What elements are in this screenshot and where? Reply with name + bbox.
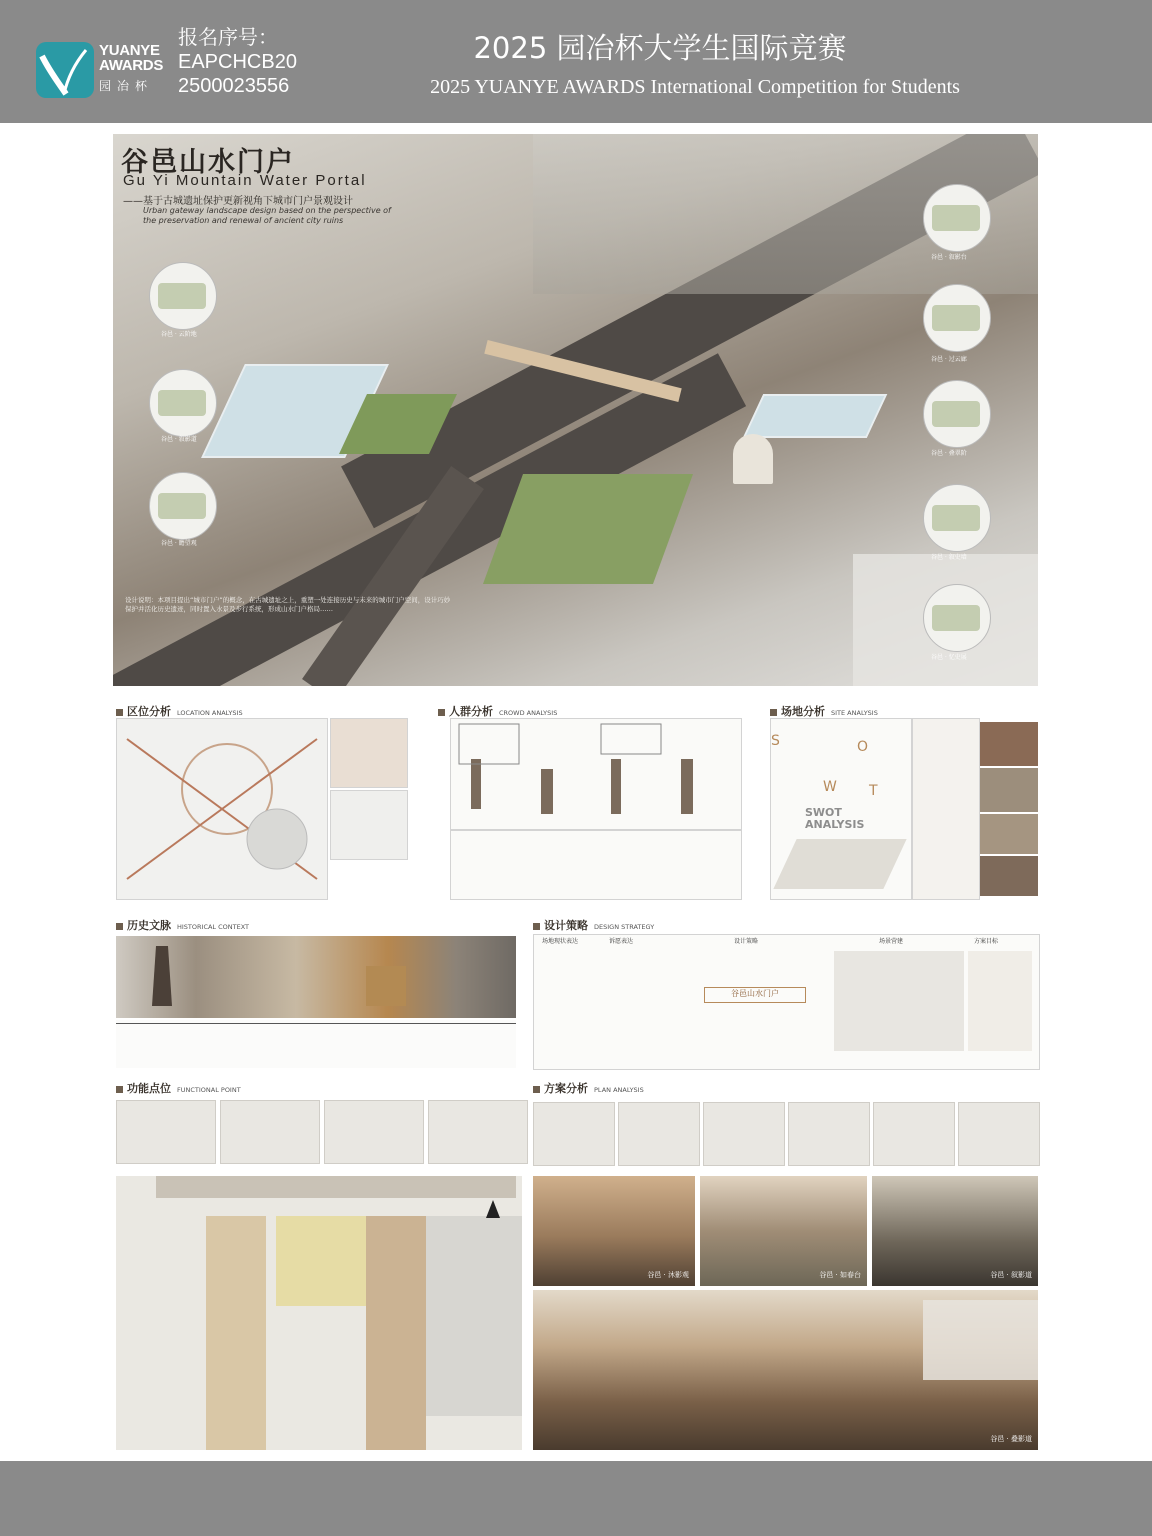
swot-title: SWOT ANALYSIS	[805, 806, 865, 831]
strategy-header-5: 方案目标	[974, 938, 999, 945]
north-arrow-icon	[486, 1200, 500, 1218]
registration-number	[178, 26, 297, 98]
site-photo-3	[980, 814, 1038, 854]
location-map-small-1	[330, 718, 408, 788]
location-map-small-2	[330, 790, 408, 860]
plan-road-top	[156, 1176, 516, 1198]
fountain-pool-right	[743, 394, 888, 438]
detail-label-left-3: 谷邑 · 瞻望观	[161, 540, 197, 547]
plan-diagram-5	[873, 1102, 955, 1166]
section-crowd-title: 人群分析 CROWD ANALYSIS	[438, 703, 557, 719]
detail-circle-right-3	[923, 380, 991, 448]
function-diagram-1	[116, 1100, 216, 1164]
site-text-column	[912, 718, 980, 900]
site-photo-2	[980, 768, 1038, 812]
render-4-buildings	[923, 1300, 1038, 1380]
plan-legend-area	[426, 1216, 522, 1416]
footer-bar	[0, 1461, 1152, 1536]
render-3	[872, 1176, 1038, 1286]
plan-diagram-6	[958, 1102, 1040, 1166]
detail-circle-left-3	[149, 472, 217, 540]
detail-label-right-5: 谷邑 · 忆史展	[931, 654, 967, 661]
render-2	[700, 1176, 867, 1286]
section-site-title: 场地分析 SITE ANALYSIS	[770, 703, 878, 719]
swot-letter-s: S	[771, 733, 780, 749]
plan-diagram-2	[618, 1102, 700, 1166]
render-4	[533, 1290, 1038, 1450]
render-3-label: 谷邑 · 叙影道	[990, 1271, 1032, 1279]
plan-diagram-1	[533, 1102, 615, 1166]
history-timeline-text	[116, 1020, 516, 1068]
competition-title-cn: 2025 园冶杯大学生国际竞赛	[473, 31, 847, 65]
project-title-en: Gu Yi Mountain Water Portal	[123, 172, 367, 189]
swot-letter-t: T	[869, 783, 878, 799]
site-plan-drawing	[116, 1176, 522, 1450]
reg-line1: EAPCHCB20	[178, 51, 297, 73]
render-2-label: 谷邑 · 如春台	[819, 1271, 861, 1279]
project-subtitle-cn: ——基于古城遗址保护更新视角下城市门户景观设计	[123, 196, 353, 207]
swot-letter-o: O	[857, 739, 869, 755]
crowd-analysis-bottom	[450, 830, 742, 900]
detail-circle-right-2	[923, 284, 991, 352]
section-history-title: 历史文脉 HISTORICAL CONTEXT	[116, 917, 249, 933]
location-map-icon	[117, 719, 327, 899]
plan-road-right	[366, 1216, 426, 1450]
timeline-line	[116, 1023, 516, 1024]
detail-label-left-2: 谷邑 · 叙影道	[161, 436, 197, 443]
design-description: 设计说明：本项目提出“城市门户”的概念，在古城遗址之上，重塑一处连接历史与未来的城市门户空间，设计巧妙保护并活化历史遗迹，同时置入水景及步行系统，形成山水门户格局……	[125, 596, 451, 613]
function-diagram-4	[428, 1100, 528, 1164]
strategy-header-4: 场景营建	[879, 938, 904, 945]
site-axonometric	[773, 839, 906, 889]
plan-lawn-1	[276, 1216, 366, 1306]
detail-label-right-3: 谷邑 · 叠翠阶	[931, 450, 967, 457]
render-1-label: 谷邑 · 沐影观	[647, 1271, 689, 1279]
function-diagram-3	[324, 1100, 424, 1164]
yuanye-logo-icon	[36, 42, 94, 98]
crowd-figures-icon	[451, 719, 741, 829]
strategy-header-2: 诉愿表达	[609, 938, 634, 945]
detail-circle-right-5	[923, 584, 991, 652]
section-strategy-title: 设计策略 DESIGN STRATEGY	[533, 917, 654, 933]
site-photo-4	[980, 856, 1038, 896]
section-location-title: 区位分析 LOCATION ANALYSIS	[116, 703, 243, 719]
swot-letter-w: W	[823, 779, 837, 795]
design-strategy-diagram	[533, 934, 1040, 1070]
strategy-header-3: 设计策略	[734, 938, 759, 945]
plan-goal-column	[968, 951, 1032, 1051]
pavilion	[733, 434, 773, 484]
reg-label: 报名序号：	[178, 27, 278, 49]
plan-diagram-4	[788, 1102, 870, 1166]
location-map-large	[116, 718, 328, 900]
render-4-label: 谷邑 · 叠影道	[990, 1435, 1032, 1443]
detail-circle-left-2	[149, 369, 217, 437]
render-1	[533, 1176, 695, 1286]
competition-title-en: 2025 YUANYE AWARDS International Competition for Students	[430, 76, 960, 98]
section-plan-title: 方案分析 PLAN ANALYSIS	[533, 1080, 644, 1096]
detail-circle-left-1	[149, 262, 217, 330]
function-diagram-2	[220, 1100, 320, 1164]
hero-aerial-render	[113, 134, 1038, 686]
strategy-core: 谷邑山水门户	[704, 987, 806, 1003]
site-photo-1	[980, 722, 1038, 766]
pagoda-icon	[116, 936, 516, 1018]
crowd-analysis-top	[450, 718, 742, 830]
project-subtitle-en: Urban gateway landscape design based on the perspective of the preservation and renewal of ancient city ruins	[143, 206, 391, 225]
reg-line2: 2500023556	[178, 75, 290, 97]
logo-cn: 园冶杯	[99, 79, 154, 93]
project-title-cn: 谷邑山水门户	[121, 147, 295, 178]
logo-wordmark: YUANYE AWARDS	[99, 42, 164, 74]
plan-road-left	[206, 1216, 266, 1450]
strategy-header-1: 场地现状表达	[542, 938, 579, 945]
detail-circle-right-4	[923, 484, 991, 552]
detail-label-right-4: 谷邑 · 叙史墙	[931, 554, 967, 561]
detail-label-right-1: 谷邑 · 叙影台	[931, 254, 967, 261]
detail-label-left-1: 谷邑 · 云阶地	[161, 331, 197, 338]
section-function-title: 功能点位 FUNCTIONAL POINT	[116, 1080, 241, 1096]
plan-diagram-3	[703, 1102, 785, 1166]
site-swot-diagram	[770, 718, 912, 900]
historical-panorama	[116, 936, 516, 1018]
detail-label-right-2: 谷邑 · 过云廊	[931, 356, 967, 363]
scene-icons-grid	[834, 951, 964, 1051]
detail-circle-right-1	[923, 184, 991, 252]
